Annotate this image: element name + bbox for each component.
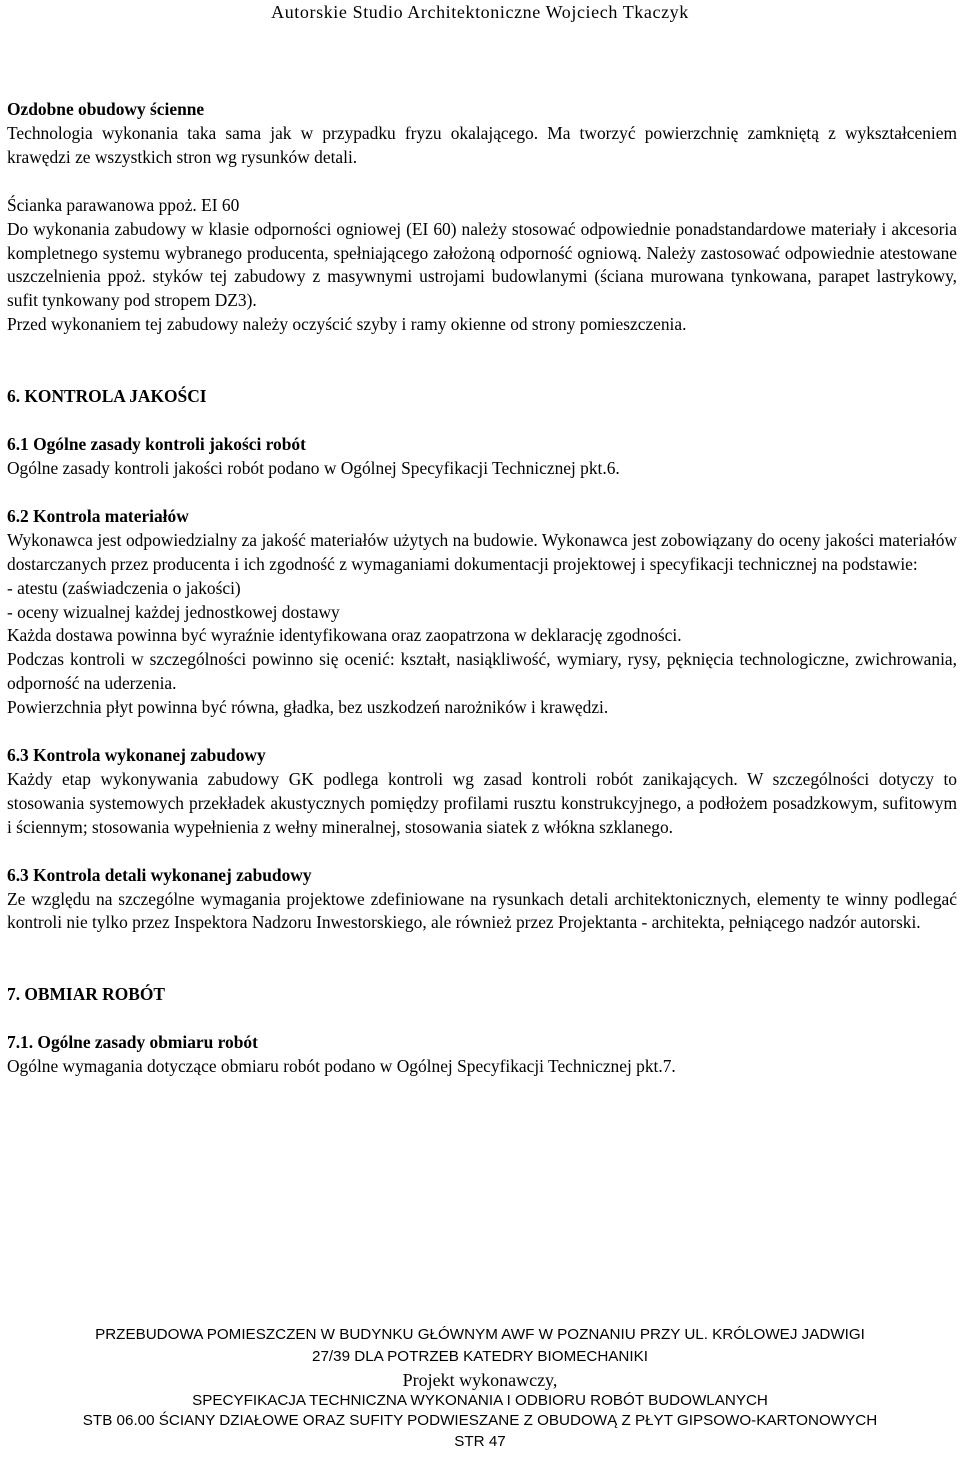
section-heading-7-1: 7.1. Ogólne zasady obmiaru robót bbox=[7, 1032, 258, 1053]
document-body bbox=[7, 98, 957, 1079]
paragraph: Technologia wykonania taka sama jak w przypadku fryzu okalającego. Ma tworzyć powierzchnię zamkniętą z wykształceniem krawędzi ze wszystkich stron wg rysunków detali. bbox=[7, 122, 957, 167]
footer-spec-title: SPECYFIKACJA TECHNICZNA WYKONANIA I ODBIORU ROBÓT BUDOWLANYCH bbox=[192, 1392, 768, 1409]
footer-spec-section: STB 06.00 ŚCIANY DZIAŁOWE ORAZ SUFITY PODWIESZANE Z OBUDOWĄ Z PŁYT GIPSOWO-KARTONOWYCH bbox=[82, 1412, 878, 1429]
paragraph: Każdy etap wykonywania zabudowy GK podlega kontroli wg zasad kontroli robót zanikających. W szczególności dotyczy to stosowania systemowych przekładek akustycznych pomiędzy profilami rusztu konstrukcyjnego, a podłożem posadzkowym, sufitowym i ściennym; stosowania wypełnienia z wełny mineralnej, stosowania siatek z włókna szklanego. bbox=[7, 768, 957, 837]
paragraph: Ogólne zasady kontroli jakości robót podano w Ogólnej Specyfikacji Technicznej pkt.6. bbox=[7, 457, 620, 478]
section-heading-6-3-detale: 6.3 Kontrola detali wykonanej zabudowy bbox=[7, 864, 312, 885]
list-item: - oceny wizualnej każdej jednostkowej dostawy bbox=[7, 601, 340, 622]
paragraph: Przed wykonaniem tej zabudowy należy oczyścić szyby i ramy okienne od strony pomieszczenia. bbox=[7, 314, 687, 335]
paragraph: Ze względu na szczególne wymagania projektowe zdefiniowane na rysunkach detali architektonicznych, elementy te winny podlegać kontroli nie tylko przez Inspektora Nadzoru Inwestorskiego, ale również przez Projektanta - architekta, pełniącego nadzór autorski. bbox=[7, 888, 957, 933]
list-item: - atestu (zaświadczenia o jakości) bbox=[7, 577, 241, 598]
page-header: Autorskie Studio Architektoniczne Wojciech Tkaczyk bbox=[271, 2, 689, 22]
section-heading-6-2: 6.2 Kontrola materiałów bbox=[7, 505, 189, 526]
paragraph: Do wykonania zabudowy w klasie odporności ogniowej (EI 60) należy stosować odpowiednie ponadstandardowe materiały i akcesoria kompletnego systemu wybranego producenta, spełniającego założoną odporność ogniową. Należy zastosować odpowiednie atestowane uszczelnienia ppoż. styków tej zabudowy z masywnymi ustrojami budowlanymi (ściana murowana tynkowana, parapet lastrykowy, sufit tynkowany pod stropem DZ3). bbox=[7, 218, 957, 311]
section-heading-6-1: 6.1 Ogólne zasady kontroli jakości robót bbox=[7, 434, 306, 455]
paragraph: Ogólne wymagania dotyczące obmiaru robót podano w Ogólnej Specyfikacji Technicznej pkt.7. bbox=[7, 1056, 676, 1077]
section-heading-kontrola-jakosci: 6. KONTROLA JAKOŚCI bbox=[7, 386, 207, 407]
paragraph: Powierzchnia płyt powinna być równa, gładka, bez uszkodzeń narożników i krawędzi. bbox=[7, 697, 609, 718]
footer-project-title: PRZEBUDOWA POMIESZCZEN W BUDYNKU GŁÓWNYM AWF W POZNANIU PRZY UL. KRÓLOWEJ JADWIGI bbox=[95, 1326, 865, 1343]
footer-project-subtitle: 27/39 DLA POTRZEB KATEDRY BIOMECHANIKI bbox=[312, 1348, 648, 1365]
paragraph: Wykonawca jest odpowiedzialny za jakość materiałów użytych na budowie. Wykonawca jest zobowiązany do oceny jakości materiałów dostarczanych przez producenta i ich zgodność z wymaganiami dokumentacji projektowej i specyfikacji technicznej na podstawie: bbox=[7, 529, 957, 574]
section-heading-obmiar-robot: 7. OBMIAR ROBÓT bbox=[7, 984, 165, 1005]
page-footer bbox=[0, 1300, 960, 1452]
footer-project-type: Projekt wykonawczy, bbox=[402, 1370, 558, 1390]
section-heading-scianka-parawanowa: Ścianka parawanowa ppoż. EI 60 bbox=[7, 194, 240, 215]
section-heading-ozdobne-obudowy: Ozdobne obudowy ścienne bbox=[7, 99, 205, 119]
section-heading-6-3: 6.3 Kontrola wykonanej zabudowy bbox=[7, 745, 266, 766]
page-number: STR 47 bbox=[454, 1433, 506, 1450]
paragraph: Podczas kontroli w szczególności powinno się ocenić: kształt, nasiąkliwość, wymiary, rysy, pęknięcia technologiczne, zwichrowania, odporność na uderzenia. bbox=[7, 649, 957, 694]
paragraph: Każda dostawa powinna być wyraźnie identyfikowana oraz zaopatrzona w deklarację zgodności. bbox=[7, 625, 682, 646]
